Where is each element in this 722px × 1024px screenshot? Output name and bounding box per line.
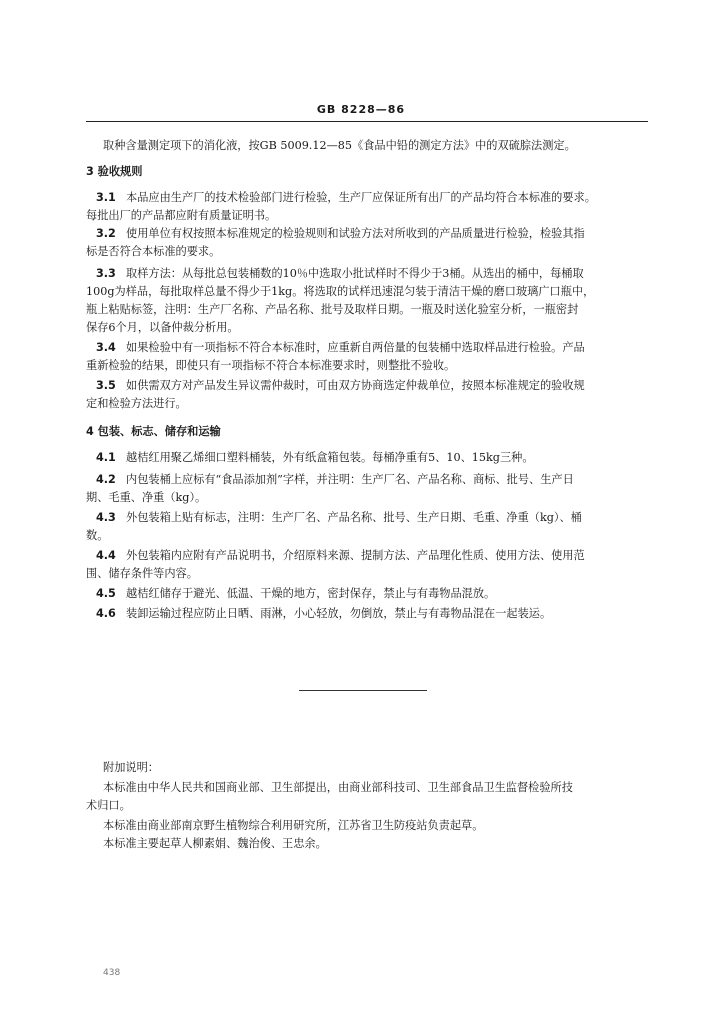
clause-number: 4.6 <box>96 607 116 620</box>
clause-4-3 <box>86 509 582 527</box>
section-heading-3: 3 验收规则 <box>86 165 143 178</box>
paragraph-line: 本标准由中华人民共和国商业部、卫生部提出，由商业部科技司、卫生部食品卫生监督检验所技 <box>103 781 573 794</box>
clause-3-3 <box>86 265 584 283</box>
clause-number: 3.3 <box>96 267 116 280</box>
clause-text: 越桔红用聚乙烯细口塑料桶装，外有纸盒箱包装。每桶净重有5、10、15kg三种。 <box>126 451 534 464</box>
paragraph-line: 数。 <box>86 529 109 542</box>
clause-text: 外包装箱上贴有标志，注明：生产厂名、产品名称、批号、生产日期、毛重、净重（kg）、桶 <box>126 511 582 524</box>
clause-4-6 <box>86 605 551 623</box>
clause-text: 本品应由生产厂的技术检验部门进行检验，生产厂应保证所有出厂的产品均符合本标准的要求。 <box>126 191 596 204</box>
clause-text: 内包装桶上应标有“食品添加剂”字样，并注明：生产厂名、产品名称、商标、批号、生产日 <box>126 473 574 486</box>
clause-3-4 <box>86 339 585 357</box>
additional-notes-title: 附加说明： <box>103 761 159 774</box>
clause-text: 使用单位有权按照本标准规定的检验规则和试验方法对所收到的产品质量进行检验，检验其指 <box>126 227 585 240</box>
header-rule <box>86 121 648 122</box>
clause-number: 3.2 <box>96 227 116 240</box>
paragraph-line: 100g为样品，每批取样总量不得少于1kg。将选取的试样迅速混匀装于清洁干燥的磨口玻璃广口瓶中， <box>86 285 595 298</box>
clause-number: 4.2 <box>96 473 116 486</box>
clause-text: 装卸运输过程应防止日晒、雨淋，小心轻放，勿倒放，禁止与有毒物品混在一起装运。 <box>126 607 552 620</box>
paragraph-line: 术归口。 <box>86 799 131 812</box>
clause-4-2 <box>86 471 574 489</box>
paragraph-line: 本标准主要起草人柳素娟、魏治俊、王忠余。 <box>103 837 327 850</box>
paragraph-line: 标是否符合本标准的要求。 <box>86 245 221 258</box>
paragraph-line: 每批出厂的产品都应附有质量证明书。 <box>86 209 277 222</box>
clause-3-1 <box>86 189 596 207</box>
clause-number: 3.4 <box>96 341 116 354</box>
clause-text: 越桔红储存于避光、低温、干燥的地方，密封保存，禁止与有毒物品混放。 <box>126 587 496 600</box>
section-heading-4: 4 包装、标志、储存和运输 <box>86 425 221 438</box>
clause-text: 取样方法：从每批总包装桶数的10％中选取小批试样时不得少于3桶。从选出的桶中，每桶取 <box>126 267 584 280</box>
paragraph-line: 瓶上粘贴标签，注明：生产厂名称、产品名称、批号及取样日期。一瓶及时送化验室分析，一瓶密封 <box>86 303 579 316</box>
clause-number: 3.1 <box>96 191 116 204</box>
paragraph-line: 本标准由商业部南京野生植物综合利用研究所，江苏省卫生防疫站负责起草。 <box>103 819 484 832</box>
paragraph-line: 取种含量测定项下的消化液，按GB 5009.12—85《食品中铅的测定方法》中的双硫腙法测定。 <box>103 139 576 152</box>
clause-text: 外包装箱内应附有产品说明书，介绍原料来源、提制方法、产品理化性质、使用方法、使用范 <box>126 549 585 562</box>
paragraph-line: 围、储存条件等内容。 <box>86 567 198 580</box>
clause-4-1 <box>86 449 534 467</box>
paragraph-line: 重新检验的结果，即使只有一项指标不符合本标准要求时，则整批不验收。 <box>86 359 456 372</box>
paragraph-line: 定和检验方法进行。 <box>86 397 187 410</box>
clause-number: 3.5 <box>96 379 116 392</box>
section-separator <box>299 690 427 691</box>
clause-number: 4.5 <box>96 587 116 600</box>
clause-3-5 <box>86 377 585 395</box>
clause-text: 如供需双方对产品发生异议需仲裁时，可由双方协商选定仲裁单位，按照本标准规定的验收规 <box>126 379 585 392</box>
clause-number: 4.1 <box>96 451 116 464</box>
clause-text: 如果检验中有一项指标不符合本标准时，应重新自两倍量的包装桶中选取样品进行检验。产品 <box>126 341 585 354</box>
clause-number: 4.3 <box>96 511 116 524</box>
clause-4-5 <box>86 585 495 603</box>
page-number: 438 <box>103 968 121 978</box>
clause-3-2 <box>86 225 585 243</box>
standard-code-header: GB 8228—86 <box>316 103 406 116</box>
paragraph-line: 期、毛重、净重（kg）。 <box>86 491 207 504</box>
clause-number: 4.4 <box>96 549 116 562</box>
paragraph-line: 保存6个月，以备仲裁分析用。 <box>86 321 239 334</box>
clause-4-4 <box>86 547 585 565</box>
